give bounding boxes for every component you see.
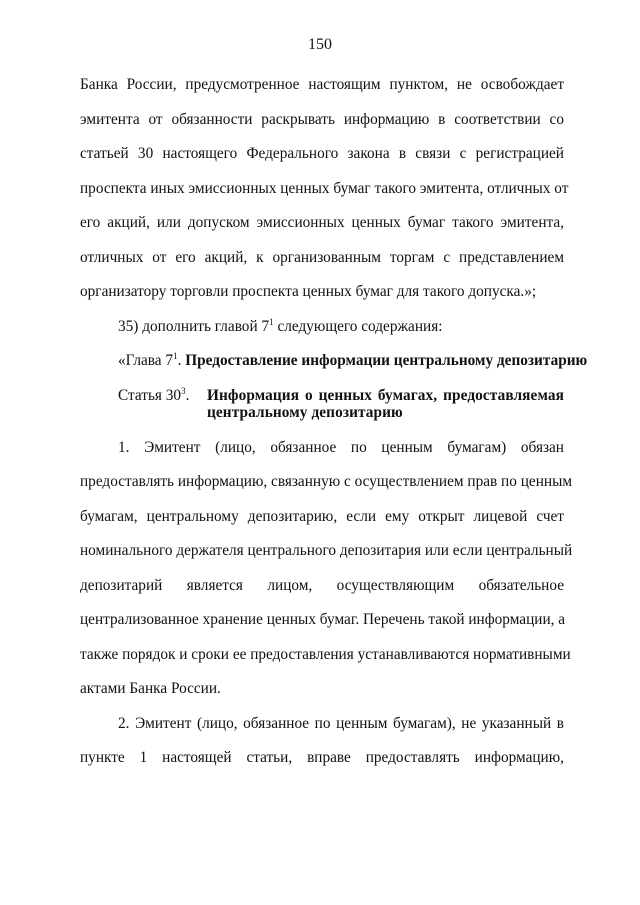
text-line: 2. Эмитент (лицо, обязанное по ценным бумагам), не указанный в: [118, 714, 564, 732]
article-heading-block: [80, 379, 564, 431]
text-line: депозитарий является лицом, осуществляющим обязательное: [80, 576, 564, 594]
text-line: централизованное хранение ценных бумаг. Перечень такой информации, а: [80, 611, 566, 628]
text-line: проспекта иных эмиссионных ценных бумаг такого эмитента, отличных от: [80, 179, 569, 197]
text-line: отличных от его акций, к организованным торгам с представлением: [80, 248, 564, 266]
article-paragraph-1: [80, 431, 573, 707]
article-label-dot: .: [185, 386, 190, 404]
article-label: [118, 387, 189, 405]
item-35-text-end: следующего содержания:: [273, 317, 443, 335]
article-paragraph-2: [80, 707, 564, 776]
text-line: Банка России, предусмотренное настоящим пунктом, не освобождает: [80, 76, 564, 93]
superscript: 1: [269, 316, 274, 327]
document-body: [80, 68, 588, 776]
text-line: статьей 30 настоящего Федерального закона в связи с регистрацией: [80, 145, 564, 162]
amendment-item-35: [80, 310, 564, 345]
article-label-text: Статья 30: [118, 386, 182, 404]
text-line: эмитента от обязанности раскрывать информацию в соответствии со: [80, 110, 564, 128]
superscript: 3: [181, 385, 186, 396]
text-line: бумагам, центральному депозитарию, если ему открыт лицевой счет: [80, 507, 564, 525]
text-line: 1. Эмитент (лицо, обязанное по ценным бумагам) обязан: [118, 438, 564, 456]
superscript: 1: [173, 351, 178, 361]
item-35-text: 35) дополнить главой 7: [118, 317, 270, 335]
text-line: предоставлять информацию, связанную с осуществлением прав по ценным: [80, 473, 573, 490]
chapter-prefix: «Глава 7: [118, 352, 174, 369]
chapter-dot: .: [177, 352, 186, 369]
page-number: 150: [308, 36, 332, 53]
article-title-line: Информация о ценных бумагах, предоставляемая: [207, 386, 564, 404]
article-title: [207, 387, 564, 421]
chapter-title: Предоставление информации центральному депозитарию: [185, 352, 588, 369]
text-line: актами Банка России.: [80, 680, 221, 697]
article-title-line: центральному депозитарию: [207, 403, 403, 421]
chapter-heading: [80, 344, 588, 379]
text-line: организатору торговли проспекта ценных бумаг для такого допуска.»;: [80, 283, 537, 300]
text-line: пункте 1 настоящей статьи, вправе предоставлять информацию,: [80, 749, 564, 766]
text-line: его акций, или допуском эмиссионных ценных бумаг такого эмитента,: [80, 214, 564, 231]
text-line: также порядок и сроки ее предоставления устанавливаются нормативными: [80, 645, 571, 663]
text-line: номинального держателя центрального депозитария или если центральный: [80, 542, 573, 559]
paragraph-continuation: [80, 68, 569, 310]
